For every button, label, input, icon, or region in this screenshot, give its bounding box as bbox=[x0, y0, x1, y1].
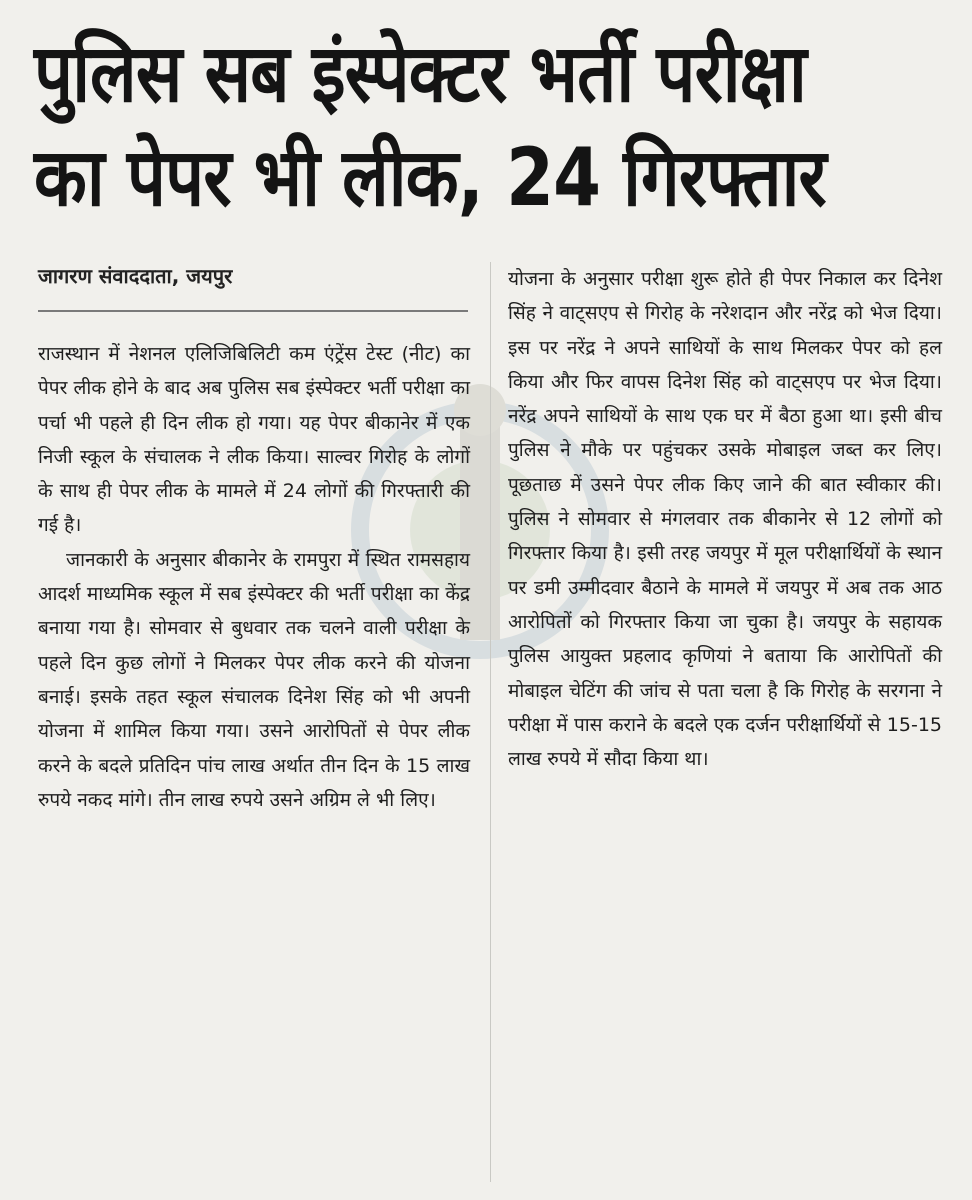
headline-line-2: का पेपर भी लीक, 24 गिरफ्तार bbox=[34, 131, 826, 224]
byline-rule bbox=[38, 310, 468, 312]
column-divider bbox=[490, 262, 491, 1182]
article-column-left bbox=[38, 337, 470, 817]
article-paragraph: जानकारी के अनुसार बीकानेर के रामपुरा में स्थित रामसहाय आदर्श माध्यमिक स्कूल में सब इंस्पेक्टर की भर्ती परीक्षा का केंद्र बनाया गया है। सोमवार से बुधवार तक चलने वाली परीक्षा के पहले दिन कुछ लोगों ने मिलकर पेपर लीक करने की योजना बनाई। इसके तहत स्कूल संचालक दिनेश सिंह को भी अपनी योजना में शामिल किया गया। उसने आरोपितों से पेपर लीक करने के बदले प्रतिदिन पांच लाख अर्थात तीन दिन के 15 लाख रुपये नकद मांगे। तीन लाख रुपये उसने अग्रिम ले भी लिए। bbox=[38, 548, 470, 811]
headline-line-1: पुलिस सब इंस्पेक्टर भर्ती परीक्षा bbox=[34, 27, 806, 120]
byline: जागरण संवाददाता, जयपुर bbox=[38, 264, 233, 288]
article-paragraph: राजस्थान में नेशनल एलिजिबिलिटी कम एंट्रेंस टेस्ट (नीट) का पेपर लीक होने के बाद अब पुलिस सब इंस्पेक्टर भर्ती परीक्षा का पर्चा भी पहले ही दिन लीक हो गया। यह पेपर बीकानेर में एक निजी स्कूल के संचालक ने लीक किया। साल्वर गिरोह के लोगों के साथ ही पेपर लीक के मामले में 24 लोगों की गिरफ्तारी की गई है। bbox=[38, 343, 470, 537]
article-paragraph: योजना के अनुसार परीक्षा शुरू होते ही पेपर निकाल कर दिनेश सिंह ने वाट्सएप से गिरोह के नरेशदान और नरेंद्र को भेज दिया। इस पर नरेंद्र ने अपने साथियों के साथ मिलकर पेपर को हल किया और फिर वापस दिनेश सिंह को वाट्सएप पर भेज दिया। नरेंद्र अपने साथियों के साथ एक घर में बैठा हुआ था। इसी बीच पुलिस ने मौके पर पहुंचकर उसके मोबाइल जब्त कर लिए। पूछताछ में उसने पेपर लीक किए जाने की बात स्वीकार की। पुलिस ने सोमवार से मंगलवार तक बीकानेर से 12 लोगों को गिरफ्तार किया है। इसी तरह जयपुर में मूल परीक्षार्थियों के स्थान पर डमी उम्मीदवार बैठाने के मामले में जयपुर में अब तक आठ आरोपितों को गिरफ्तार किया जा चुका है। जयपुर के सहायक पुलिस आयुक्त प्रहलाद कृणियां ने बताया कि आरोपितों की मोबाइल चेटिंग की जांच से पता चला है कि गिरोह के सरगना ने परीक्षा में पास कराने के बदले एक दर्जन परीक्षार्थियों से 15-15 लाख रुपये में सौदा किया था। bbox=[508, 268, 942, 771]
article-column-right bbox=[508, 262, 942, 776]
headline bbox=[34, 22, 825, 230]
